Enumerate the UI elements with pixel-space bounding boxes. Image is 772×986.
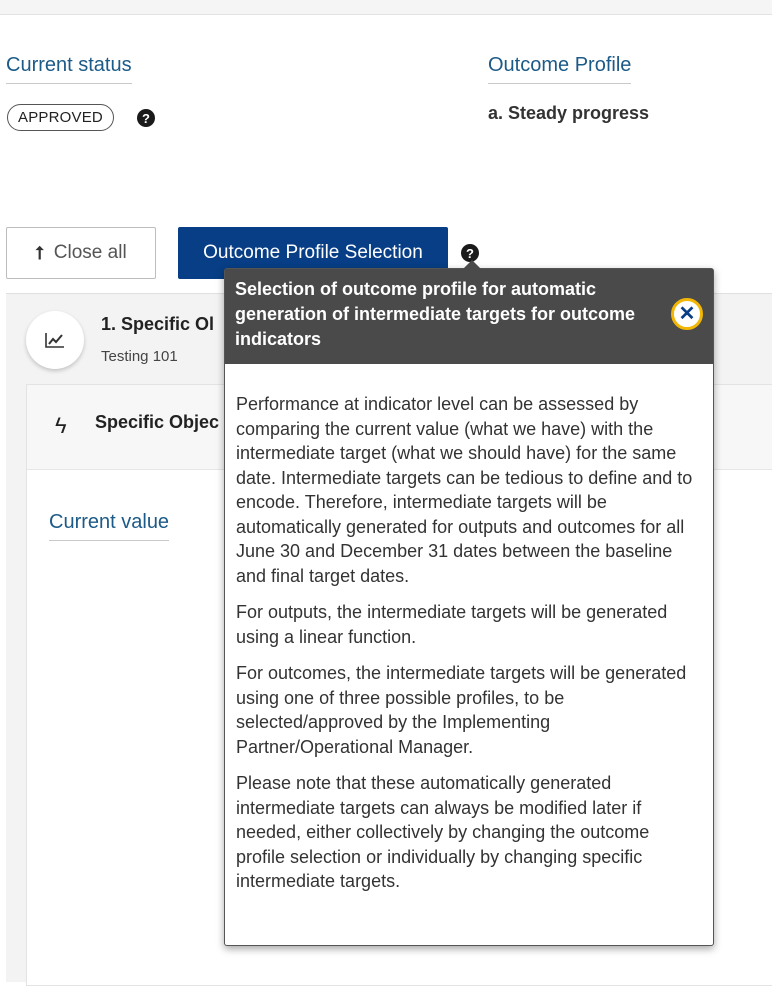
help-popover	[224, 268, 714, 946]
popover-paragraph: For outputs, the intermediate targets will be generated using a linear function.	[236, 602, 668, 647]
objective-icon-badge	[26, 311, 84, 369]
question-circle-icon[interactable]: ?	[137, 109, 155, 127]
objective-subtitle: Testing 101	[101, 348, 178, 365]
line-chart-icon	[44, 331, 66, 349]
objective-title[interactable]: 1. Specific Ol	[101, 314, 215, 334]
popover-title: Selection of outcome profile for automatic generation of intermediate targets for outcome indicators	[235, 279, 636, 349]
current-value-label: Current value	[49, 511, 169, 541]
status-badge: APPROVED	[7, 104, 114, 131]
close-all-button[interactable]	[6, 227, 156, 279]
outcome-profile-value: a. Steady progress	[488, 103, 650, 123]
popover-body	[225, 364, 713, 894]
close-icon[interactable]: ✕	[671, 298, 703, 330]
popover-paragraph: Please note that these automatically generated intermediate targets can always be modified later if needed, either collectively by changing the outcome profile selection or individually by changing specific intermediate targets.	[236, 773, 650, 891]
close-all-label: Close all	[53, 242, 127, 263]
outcome-profile-selection-button[interactable]: Outcome Profile Selection	[178, 227, 448, 279]
popover-paragraph: Performance at indicator level can be assessed by comparing the current value (what we have) with the intermediate target (what we should have) for the same date. Intermediate targets can be tedious to define and to encode. Therefore, intermediate targets will be automatically generated for outputs and outcomes for all June 30 and December 31 dates between the baseline and final target dates.	[236, 394, 693, 586]
top-bar	[0, 0, 772, 15]
popover-arrow	[463, 260, 481, 269]
popover-header	[225, 269, 713, 364]
specific-objective-title: Specific Objec	[95, 412, 220, 432]
current-status-label: Current status	[6, 54, 132, 84]
bolt-icon: ϟ	[55, 413, 67, 438]
arrow-up-icon: ⭡	[35, 242, 44, 263]
outcome-profile-label: Outcome Profile	[488, 54, 631, 84]
question-circle-icon[interactable]: ?	[461, 244, 479, 262]
popover-paragraph: For outcomes, the intermediate targets will be generated using one of three possible profiles, to be selected/approved by the Implementing Partner/Operational Manager.	[236, 663, 687, 757]
